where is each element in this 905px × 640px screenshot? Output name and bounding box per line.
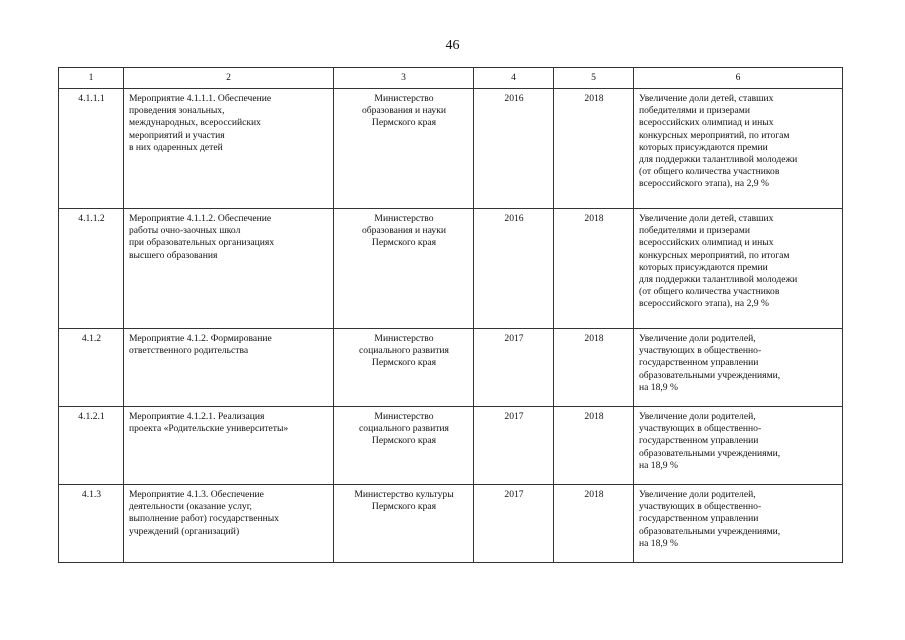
text-line: для поддержки талантливой молодежи [639, 274, 798, 286]
column-header: 4 [474, 68, 554, 89]
text-line: Увеличение доли родителей, [639, 333, 756, 344]
text-line: участвующих в общественно- [639, 423, 762, 435]
text-line: которых присуждаются премии [639, 141, 768, 153]
measure-number: 4.1.1.2 [59, 209, 124, 329]
text-line: Мероприятие 4.1.1.2. Обеспечение [129, 213, 272, 224]
expected-result [634, 89, 843, 209]
table-row [59, 407, 843, 485]
expected-result [634, 485, 843, 563]
end-year: 2018 [554, 407, 634, 485]
text-line: на 18,9 % [639, 459, 678, 471]
text-line: Мероприятие 4.1.2. Формирование [129, 333, 272, 344]
measure-number: 4.1.2.1 [59, 407, 124, 485]
measure-name [124, 485, 334, 563]
end-year: 2018 [554, 209, 634, 329]
text-line: образования и науки [361, 225, 447, 237]
start-year: 2016 [474, 209, 554, 329]
text-line: учреждений (организаций) [129, 525, 240, 537]
header-row [59, 68, 843, 89]
start-year: 2017 [474, 485, 554, 563]
text-line: проведения зональных, [129, 105, 225, 117]
start-year: 2017 [474, 407, 554, 485]
text-line: государственном управлении [639, 357, 759, 369]
table-row [59, 485, 843, 563]
text-line: в них одаренных детей [129, 141, 223, 153]
table-row [59, 89, 843, 209]
responsible-organization [334, 89, 474, 209]
responsible-organization [334, 329, 474, 407]
text-line: Увеличение доли родителей, [639, 489, 756, 500]
text-line: Министерство культуры [354, 489, 454, 500]
responsible-organization [334, 407, 474, 485]
expected-result [634, 209, 843, 329]
text-line: деятельности (оказание услуг, [129, 501, 252, 513]
column-header: 1 [59, 68, 124, 89]
text-line: Увеличение доли детей, ставших [639, 213, 774, 224]
text-line: для поддержки талантливой молодежи [639, 154, 798, 166]
text-line: всероссийского этапа), на 2,9 % [639, 298, 769, 310]
column-header: 2 [124, 68, 334, 89]
measure-number: 4.1.3 [59, 485, 124, 563]
text-line: международных, всероссийских [129, 117, 261, 129]
table-row [59, 209, 843, 329]
end-year: 2018 [554, 89, 634, 209]
measure-name [124, 329, 334, 407]
text-line: всероссийского этапа), на 2,9 % [639, 178, 769, 190]
text-line: победителями и призерами [639, 105, 750, 117]
text-line: проекта «Родительские университеты» [129, 423, 289, 435]
text-line: Пермского края [371, 357, 437, 369]
text-line: образования и науки [361, 105, 447, 117]
column-header: 3 [334, 68, 474, 89]
text-line: образовательными учреждениями, [639, 369, 781, 381]
text-line: Министерство [374, 93, 434, 104]
text-line: Пермского края [371, 237, 437, 249]
text-line: Министерство [374, 411, 434, 422]
text-line: ответственного родительства [129, 345, 249, 357]
end-year: 2018 [554, 329, 634, 407]
measure-name [124, 407, 334, 485]
text-line: всероссийских олимпиад и иных [639, 237, 774, 249]
text-line: Мероприятие 4.1.1.1. Обеспечение [129, 93, 272, 104]
measures-table [58, 67, 843, 563]
end-year: 2018 [554, 485, 634, 563]
start-year: 2016 [474, 89, 554, 209]
text-line: на 18,9 % [639, 537, 678, 549]
measure-number: 4.1.2 [59, 329, 124, 407]
column-header: 5 [554, 68, 634, 89]
text-line: государственном управлении [639, 435, 759, 447]
start-year: 2017 [474, 329, 554, 407]
text-line: работы очно-заочных школ [129, 225, 241, 237]
text-line: выполнение работ) государственных [129, 513, 279, 525]
text-line: образовательными учреждениями, [639, 525, 781, 537]
text-line: на 18,9 % [639, 381, 678, 393]
text-line: участвующих в общественно- [639, 501, 762, 513]
text-line: Министерство [374, 333, 434, 344]
text-line: которых присуждаются премии [639, 261, 768, 273]
text-line: государственном управлении [639, 513, 759, 525]
text-line: при образовательных организациях [129, 237, 275, 249]
text-line: Пермского края [371, 501, 437, 513]
text-line: Пермского края [371, 117, 437, 129]
text-line: социального развития [359, 423, 449, 435]
text-line: всероссийских олимпиад и иных [639, 117, 774, 129]
text-line: участвующих в общественно- [639, 345, 762, 357]
text-line: Увеличение доли родителей, [639, 411, 756, 422]
text-line: Мероприятие 4.1.2.1. Реализация [129, 411, 265, 422]
text-line: конкурсных мероприятий, по итогам [639, 249, 790, 261]
expected-result [634, 407, 843, 485]
measure-number: 4.1.1.1 [59, 89, 124, 209]
page-number: 46 [445, 38, 460, 53]
responsible-organization [334, 485, 474, 563]
text-line: (от общего количества участников [639, 286, 780, 298]
text-line: победителями и призерами [639, 225, 750, 237]
text-line: мероприятий и участия [129, 129, 225, 141]
responsible-organization [334, 209, 474, 329]
text-line: Увеличение доли детей, ставших [639, 93, 774, 104]
text-line: Министерство [374, 213, 434, 224]
measure-name [124, 89, 334, 209]
text-line: Мероприятие 4.1.3. Обеспечение [129, 489, 264, 500]
expected-result [634, 329, 843, 407]
column-header: 6 [634, 68, 843, 89]
text-line: (от общего количества участников [639, 166, 780, 178]
text-line: образовательными учреждениями, [639, 447, 781, 459]
text-line: высшего образования [129, 249, 218, 261]
text-line: конкурсных мероприятий, по итогам [639, 129, 790, 141]
text-line: социального развития [359, 345, 449, 357]
measure-name [124, 209, 334, 329]
table-row [59, 329, 843, 407]
text-line: Пермского края [371, 435, 437, 447]
